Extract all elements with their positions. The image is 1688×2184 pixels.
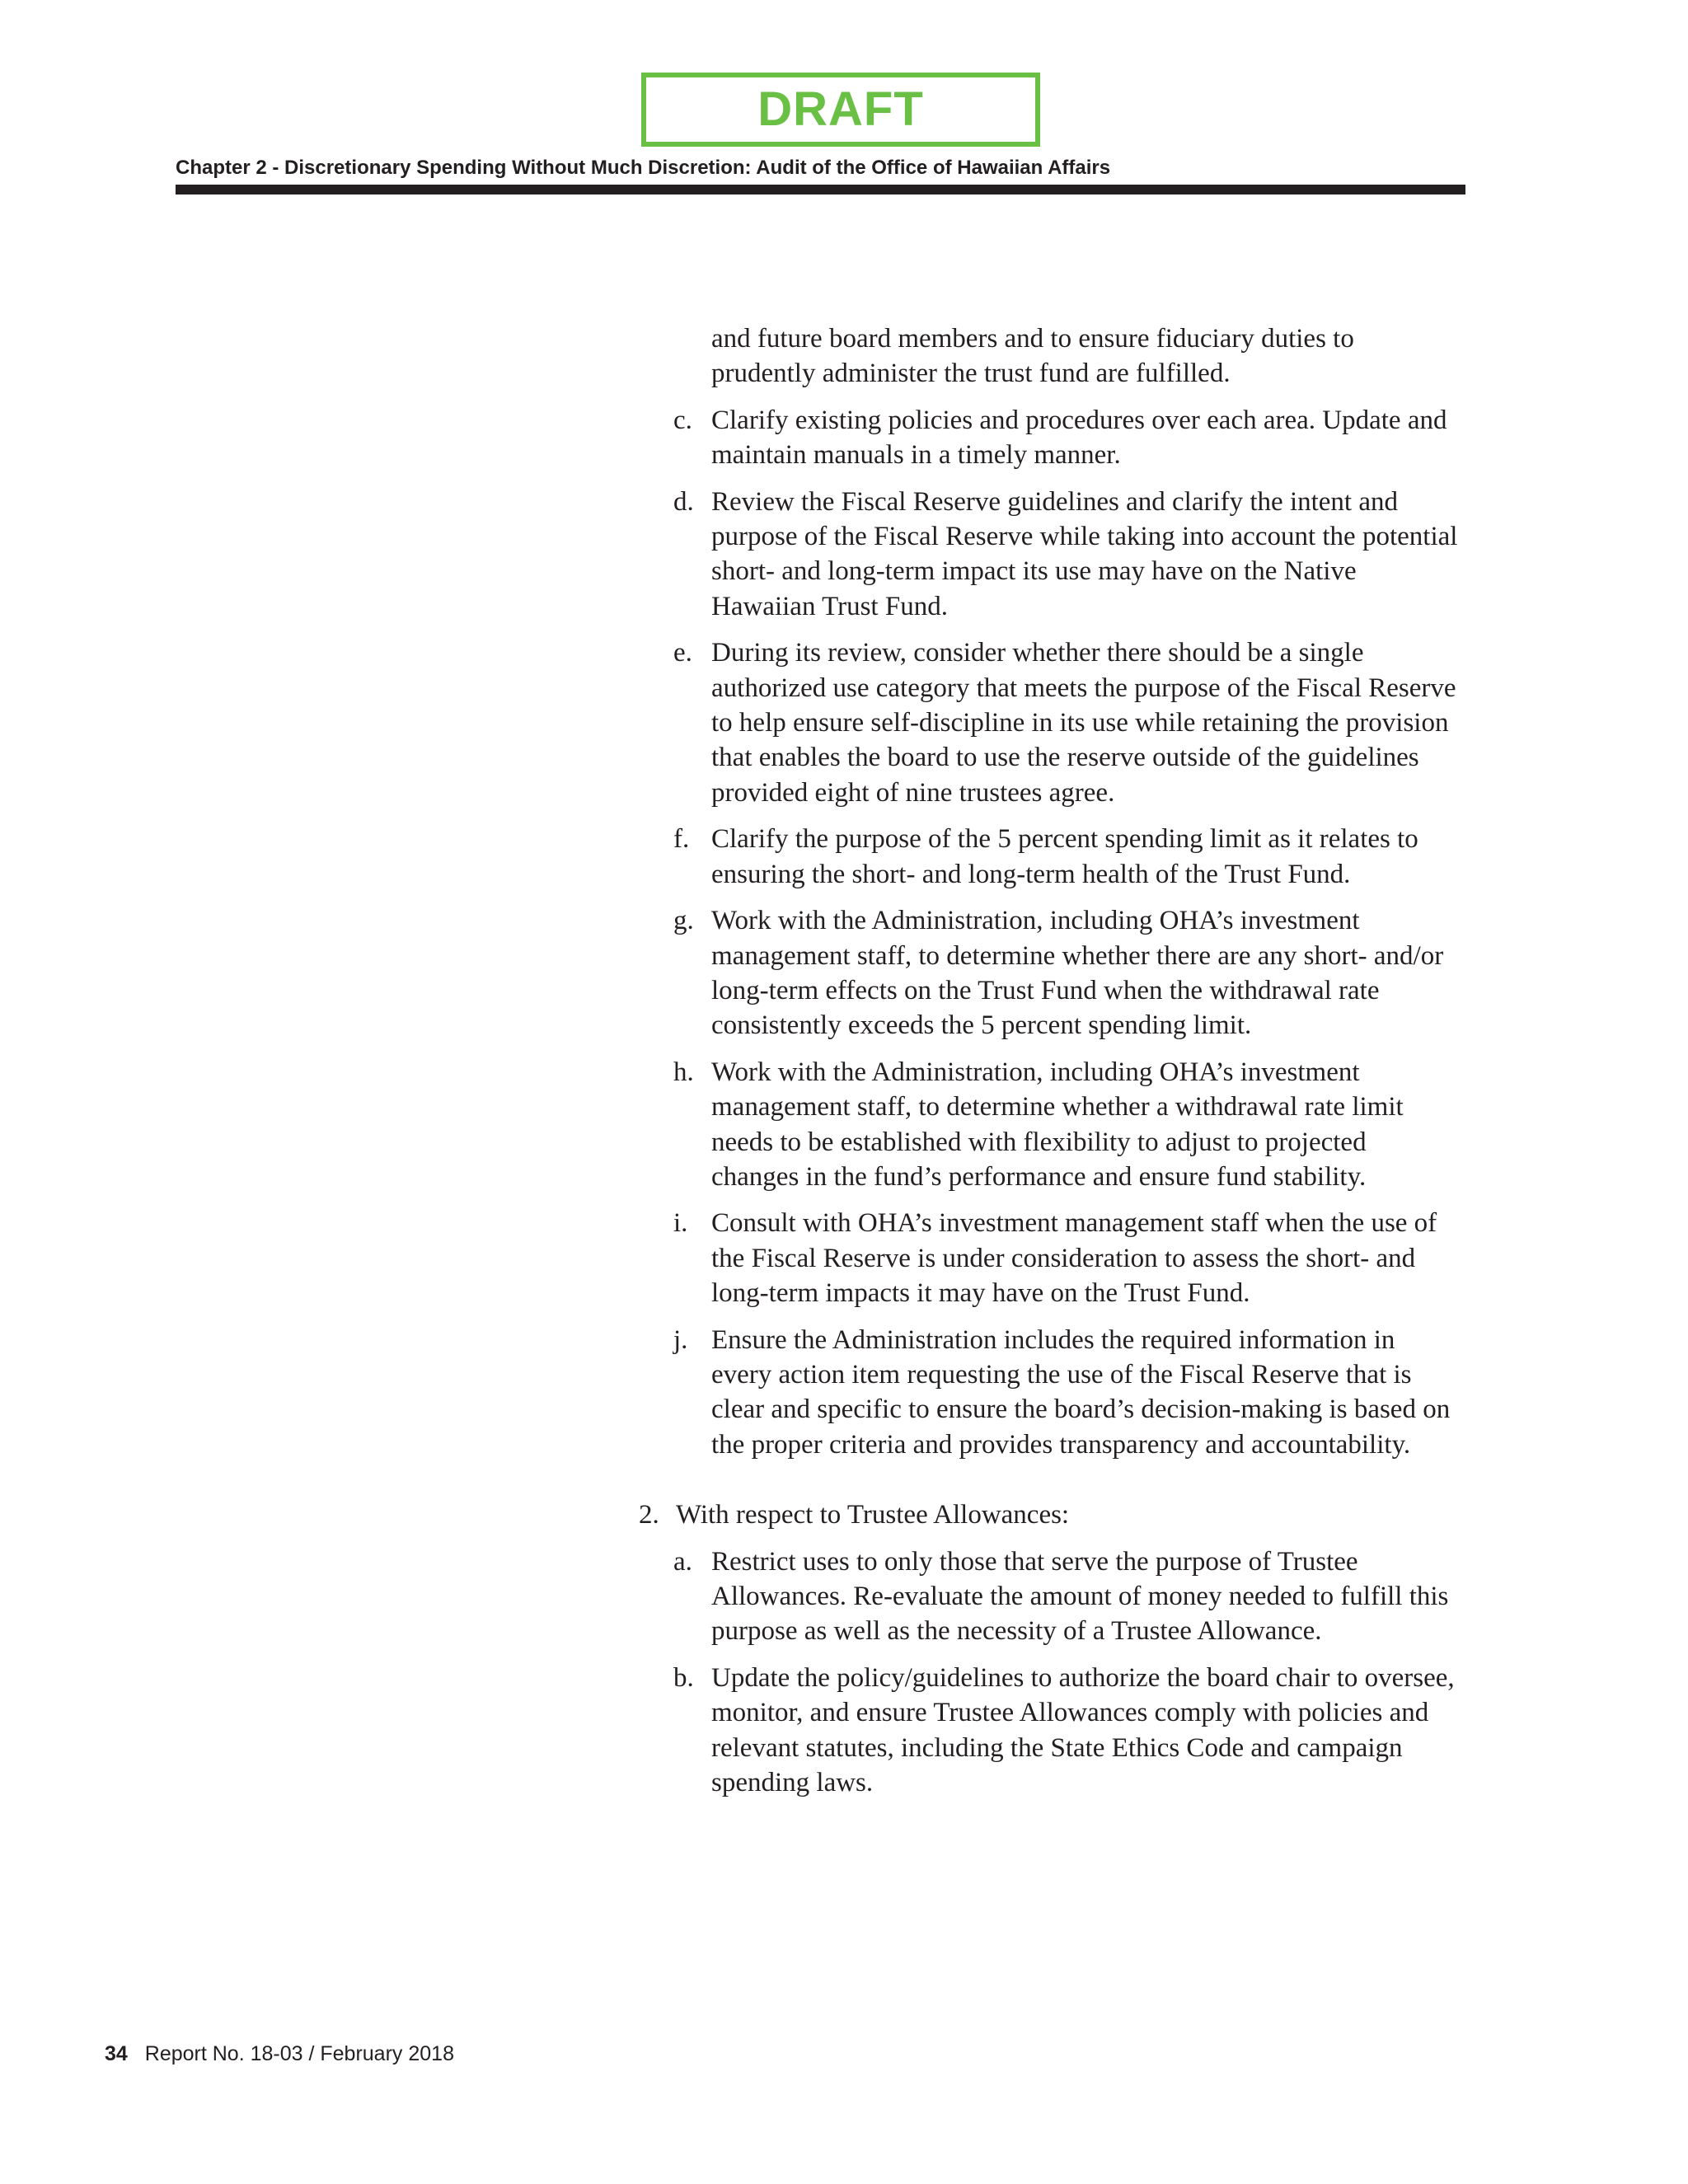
list-marker: h. — [673, 1057, 694, 1087]
list-item-text: Review the Fiscal Reserve guidelines and clarify the intent and purpose of the Fiscal Reserve while taking into account the potential short- and long-term impact its use may have on the Native Hawaiian Trust Fund. — [711, 486, 1458, 621]
list-marker: a. — [673, 1546, 692, 1577]
list-item — [635, 1661, 1459, 1801]
recommendations-body — [635, 321, 1459, 1811]
numbered-heading-text: With respect to Trustee Allowances: — [676, 1500, 1070, 1530]
list-item-text: Work with the Administration, including OHA’s investment management staff, to determine whether there are any short- and/or long-term effects on the Trust Fund when the withdrawal rate consistently exceeds the 5 percent spending limit. — [711, 906, 1444, 1041]
draft-watermark-text: DRAFT — [757, 82, 924, 136]
list-item — [635, 1544, 1459, 1649]
list-item — [635, 903, 1459, 1043]
list-item-text: During its review, consider whether there should be a single authorized use category that meets the purpose of the Fiscal Reserve to help ensure self-discipline in its use while retaining the provision that enables the board to use the reserve outside of the guidelines provided eight of nine trustees agree. — [711, 638, 1456, 808]
page-number: 34 — [105, 2042, 128, 2065]
list-marker: g. — [673, 906, 694, 936]
list-marker: c. — [673, 405, 692, 435]
list-item-text: Restrict uses to only those that serve the purpose of Trustee Allowances. Re-evaluate the amount of money needed to fulfill this purpose as well as the necessity of a Trustee Allowance. — [711, 1546, 1449, 1647]
header-rule — [176, 185, 1465, 194]
list-item-text: Ensure the Administration includes the required information in every action item requesting the use of the Fiscal Reserve that is clear and specific to ensure the board’s decision-making is based on the proper criteria and provides transparency and accountability. — [711, 1324, 1451, 1460]
list-item — [635, 403, 1459, 473]
continuation-paragraph: and future board members and to ensure fiduciary duties to prudently administer the trust fund are fulfilled. — [711, 324, 1354, 389]
list-item — [635, 485, 1459, 625]
draft-watermark-box — [641, 73, 1040, 147]
list-marker: f. — [673, 824, 690, 855]
report-info: Report No. 18-03 / February 2018 — [144, 2042, 454, 2065]
list-item-text: Work with the Administration, including OHA’s investment management staff, to determine whether a withdrawal rate limit needs to be established with flexibility to adjust to projected changes in the fund’s performance and ensure fund stability. — [711, 1057, 1404, 1192]
numbered-marker: 2. — [639, 1500, 659, 1530]
numbered-recommendation — [635, 1497, 1459, 1532]
list-marker: b. — [673, 1662, 694, 1693]
list-item-text: Update the policy/guidelines to authorize the board chair to oversee, monitor, and ensure Trustee Allowances comply with policies and relevant statutes, including the State Ethics Code and campaign spending laws. — [711, 1662, 1455, 1798]
list-marker: j. — [673, 1324, 688, 1355]
list-item — [635, 635, 1459, 810]
page-footer — [105, 2042, 454, 2066]
chapter-header: Chapter 2 - Discretionary Spending Without Much Discretion: Audit of the Office of Hawaiian Affairs — [176, 157, 1111, 179]
list-item — [635, 1323, 1459, 1463]
list-item-text: Clarify existing policies and procedures over each area. Update and maintain manuals in a timely manner. — [711, 405, 1447, 471]
list-item — [635, 822, 1459, 892]
list-item — [635, 1055, 1459, 1195]
list-item — [635, 1206, 1459, 1310]
list-marker: d. — [673, 486, 694, 517]
list-item-text: Consult with OHA’s investment management staff when the use of the Fiscal Reserve is under consideration to assess the short- and long-term impacts it may have on the Trust Fund. — [711, 1208, 1437, 1309]
list-marker: e. — [673, 638, 692, 668]
list-item-text: Clarify the purpose of the 5 percent spending limit as it relates to ensuring the short- and long-term health of the Trust Fund. — [711, 824, 1418, 889]
list-marker: i. — [673, 1208, 688, 1239]
